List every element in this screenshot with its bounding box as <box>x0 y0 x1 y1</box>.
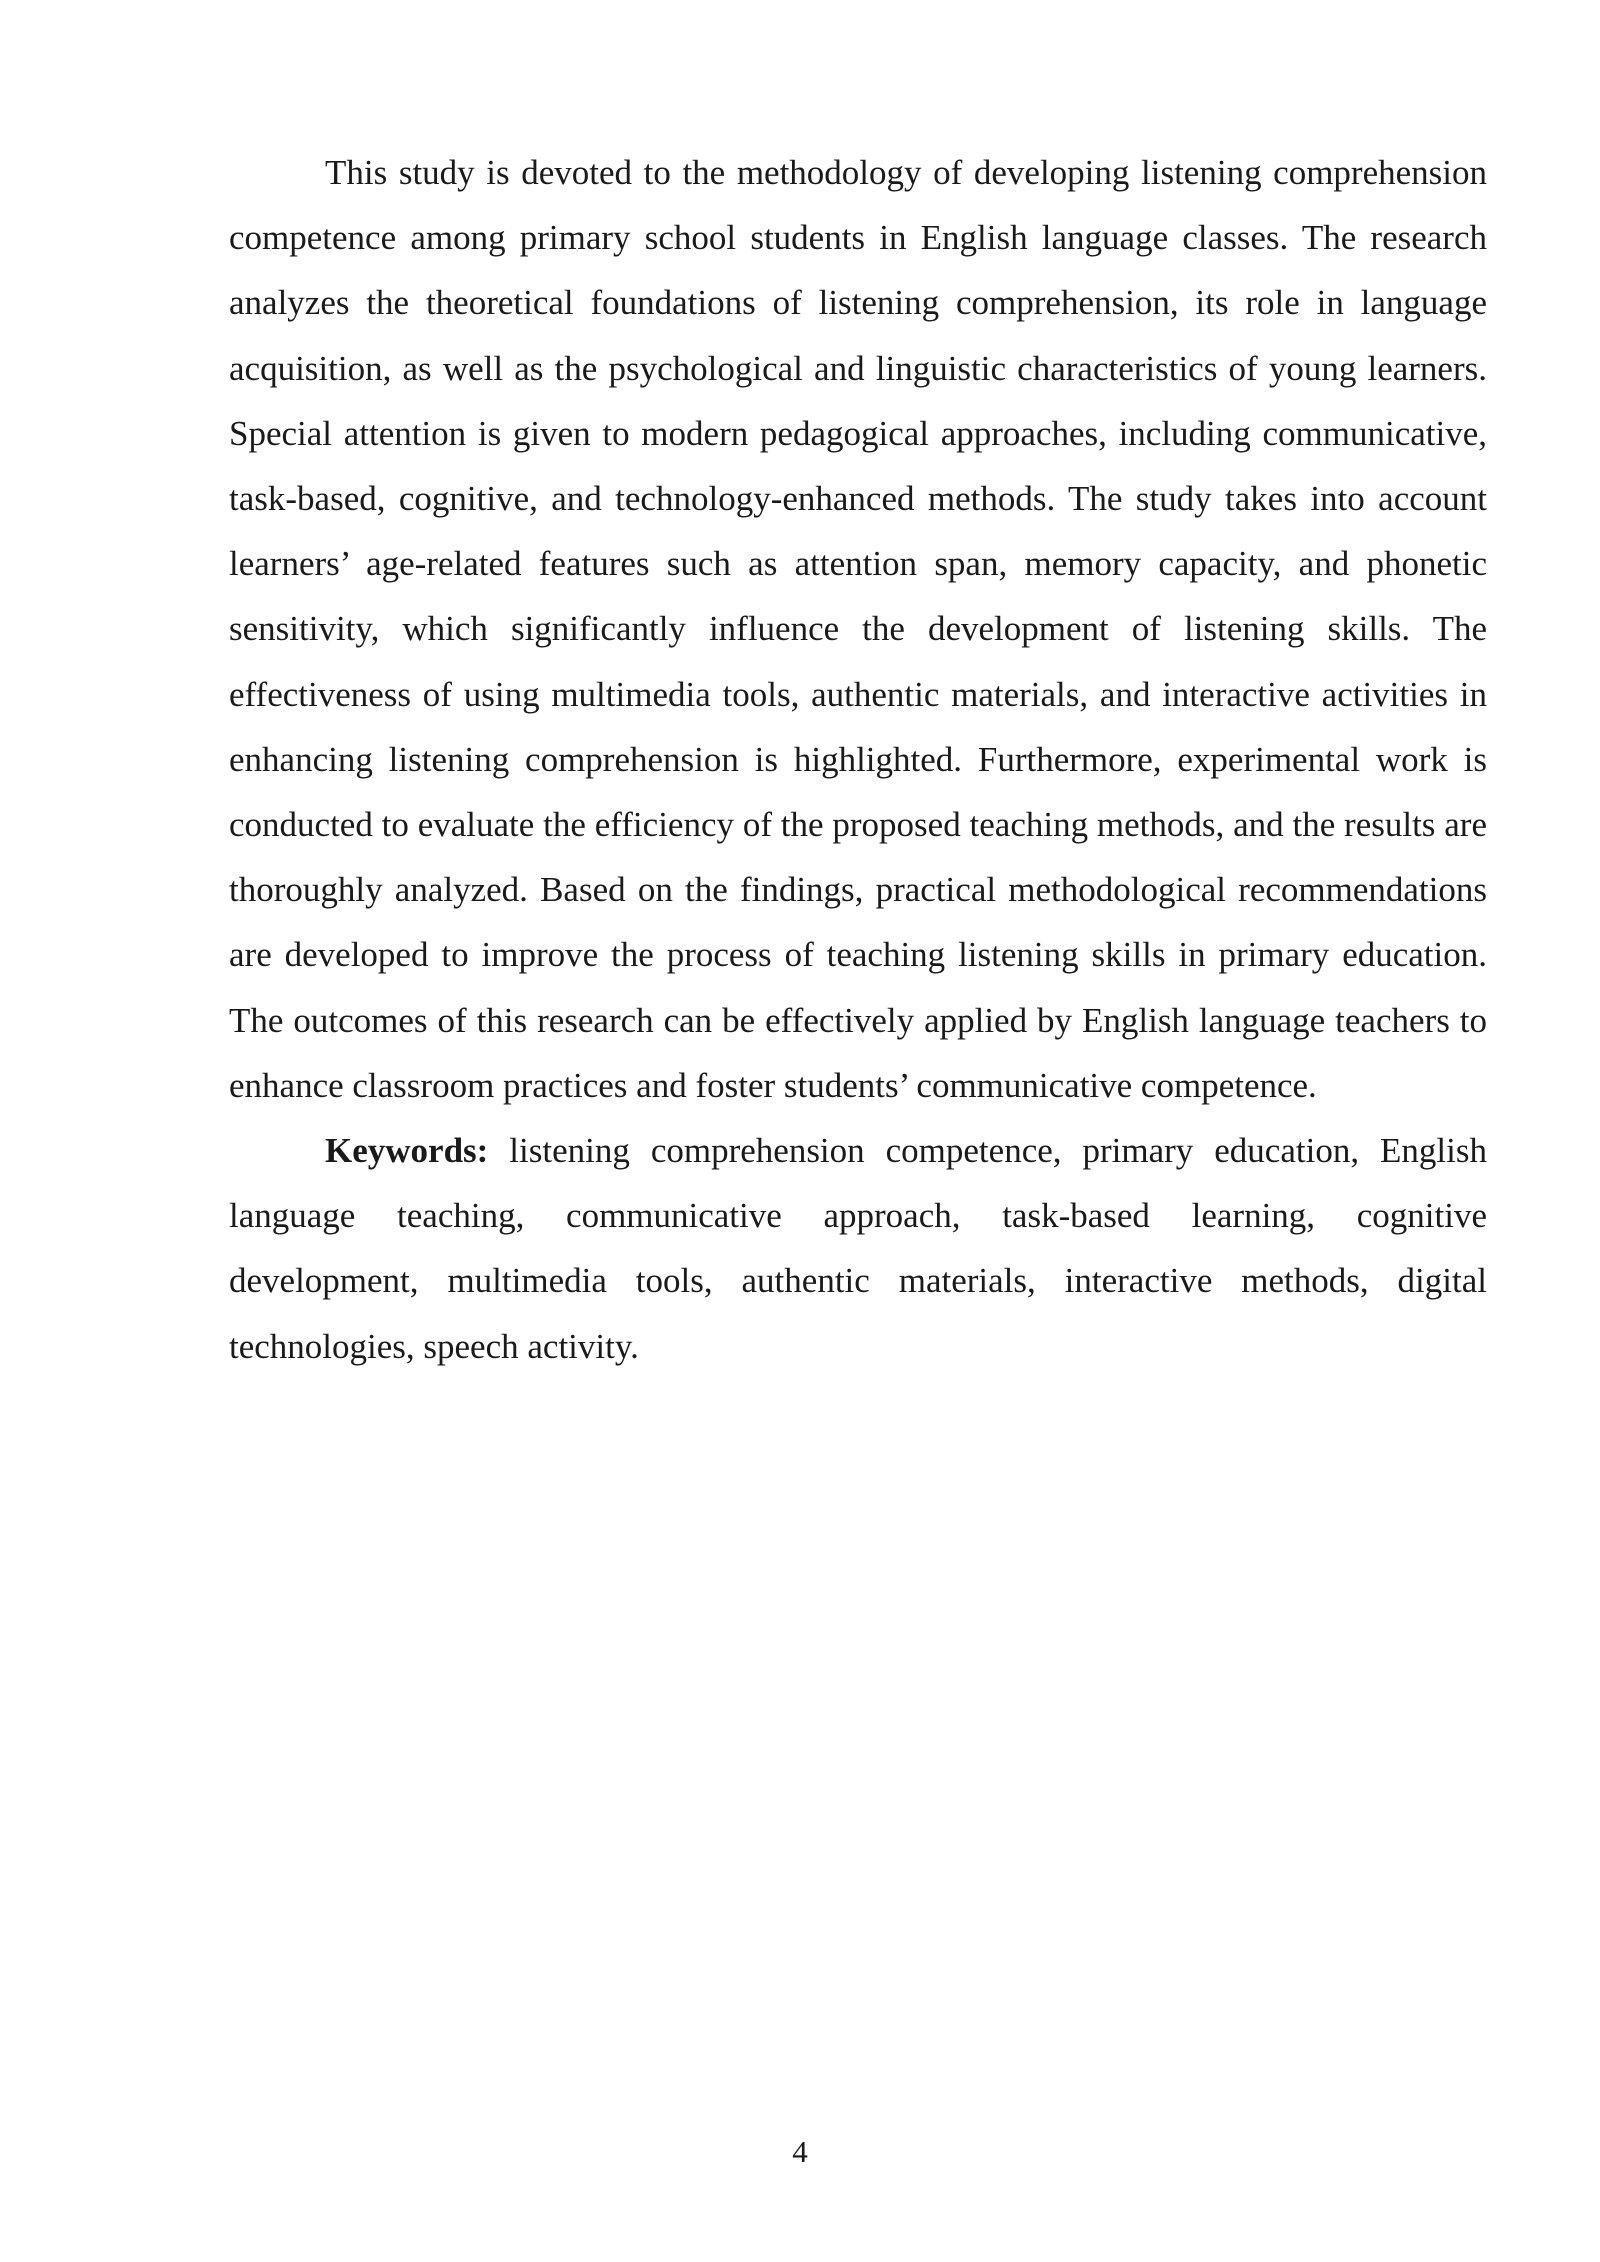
abstract-paragraph: This study is devoted to the methodology of developing listening comprehension competence among primary school students in English language classes. The research analyzes the theoretical foundations of listening comprehension, its role in language acquisition, as well as the psychological and linguistic characteristics of young learners. Special attention is given to modern pedagogical approaches, including communicative, task-based, cognitive, and technology-enhanced methods. The study takes into account learners’ age-related features such as attention span, memory capacity, and phonetic sensitivity, which significantly influence the development of listening skills. The effectiveness of using multimedia tools, authentic materials, and interactive activities in enhancing listening comprehension is highlighted. Furthermore, experimental work is conducted to evaluate the efficiency of the proposed teaching methods, and the results are thoroughly analyzed. Based on the findings, practical methodological recommendations are developed to improve the process of teaching listening skills in primary education. The outcomes of this research can be effectively applied by English language teachers to enhance classroom practices and foster students’ communicative competence. <box>229 153 1487 1105</box>
keywords-list: listening comprehension competence, primary education, English language teaching, communicative approach, task-based learning, cognitive development, multimedia tools, authentic materials, interactive methods, digital technologies, speech activity. <box>229 1131 1488 1366</box>
keywords-label: Keywords: <box>325 1131 489 1171</box>
page-body <box>229 140 1487 1379</box>
keywords-paragraph <box>229 1118 1487 1379</box>
page-number: 4 <box>792 2134 808 2169</box>
